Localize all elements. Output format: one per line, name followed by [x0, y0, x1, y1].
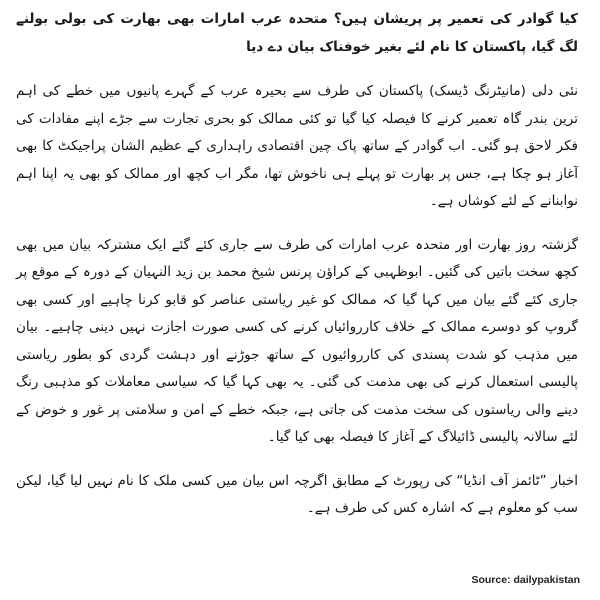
source-credit: Source: dailypakistan [471, 574, 580, 586]
article-paragraph-1: نئی دلی (مانیٹرنگ ڈیسک) پاکستان کی طرف سے بحیرہ عرب کے گہرے پانیوں میں خطے کی اہم ترین بندر گاہ تعمیر کرنے کا فیصلہ کیا گیا تو کئی ممالک کو بحری تجارت سے جڑے اپنے مفادات کی فکر لاحق ہو گئی۔ اب گوادر کے ساتھ پاک چین اقتصادی راہداری کے عظیم الشان پراجیکٹ کا بھی آغاز ہو چکا ہے، جس پر بھارت تو پہلے ہی ناخوش تھا، مگر اب کچھ اور ممالک کو بھی یہ اپنا اہم نوابنانے کے لئے کوشاں ہے۔ [16, 83, 578, 209]
article-headline: کیا گوادر کی تعمیر پر پریشان ہیں؟ متحدہ عرب امارات بھی بھارت کی بولی بولنے لگ گیا، پاکستان کا نام لئے بغیر خوفناک بیان دے دیا [16, 11, 578, 55]
article-paragraph-3: اخبار ”ٹائمز آف انڈیا“ کی رپورٹ کے مطابق اگرچہ اس بیان میں کسی ملک کا نام نہیں لیا گیا، لیکن سب کو معلوم ہے کہ اشارہ کس کی طرف ہے۔ [16, 472, 578, 516]
article-paragraph-2: گزشتہ روز بھارت اور متحدہ عرب امارات کی طرف سے جاری کئے گئے ایک مشترکہ بیان میں بھی کچھ سخت باتیں کی گئیں۔ ابوظہبی کے کراؤن پرنس شیخ محمد بن زید النہیان کے دورہ کے موقع پر جاری کئے گئے بیان میں کہا گیا کہ ممالک کو غیر ریاستی عناصر کو قابو کرنا چاہیے اور کسی بھی گروپ کو دوسرے ممالک کے خلاف کارروائیاں کرنے کی کسی صورت اجازت نہیں دینی چاہیے۔ بیان میں مذہب کو شدت پسندی کی کارروائیوں کے ساتھ جوڑنے اور دہشت گردی کو بطور ریاستی پالیسی استعمال کرنے کی بھی مذمت کی گئی۔ یہ بھی کہا گیا کہ سیاسی معاملات کو مذہبی رنگ دینے والی ریاستوں کی سخت مذمت کی جاتی ہے، جبکہ خطے کے امن و سلامتی پر غور و خوض کے لئے سالانہ پالیسی ڈائیلاگ کے آغاز کا فیصلہ بھی کیا گیا۔ [16, 236, 578, 445]
